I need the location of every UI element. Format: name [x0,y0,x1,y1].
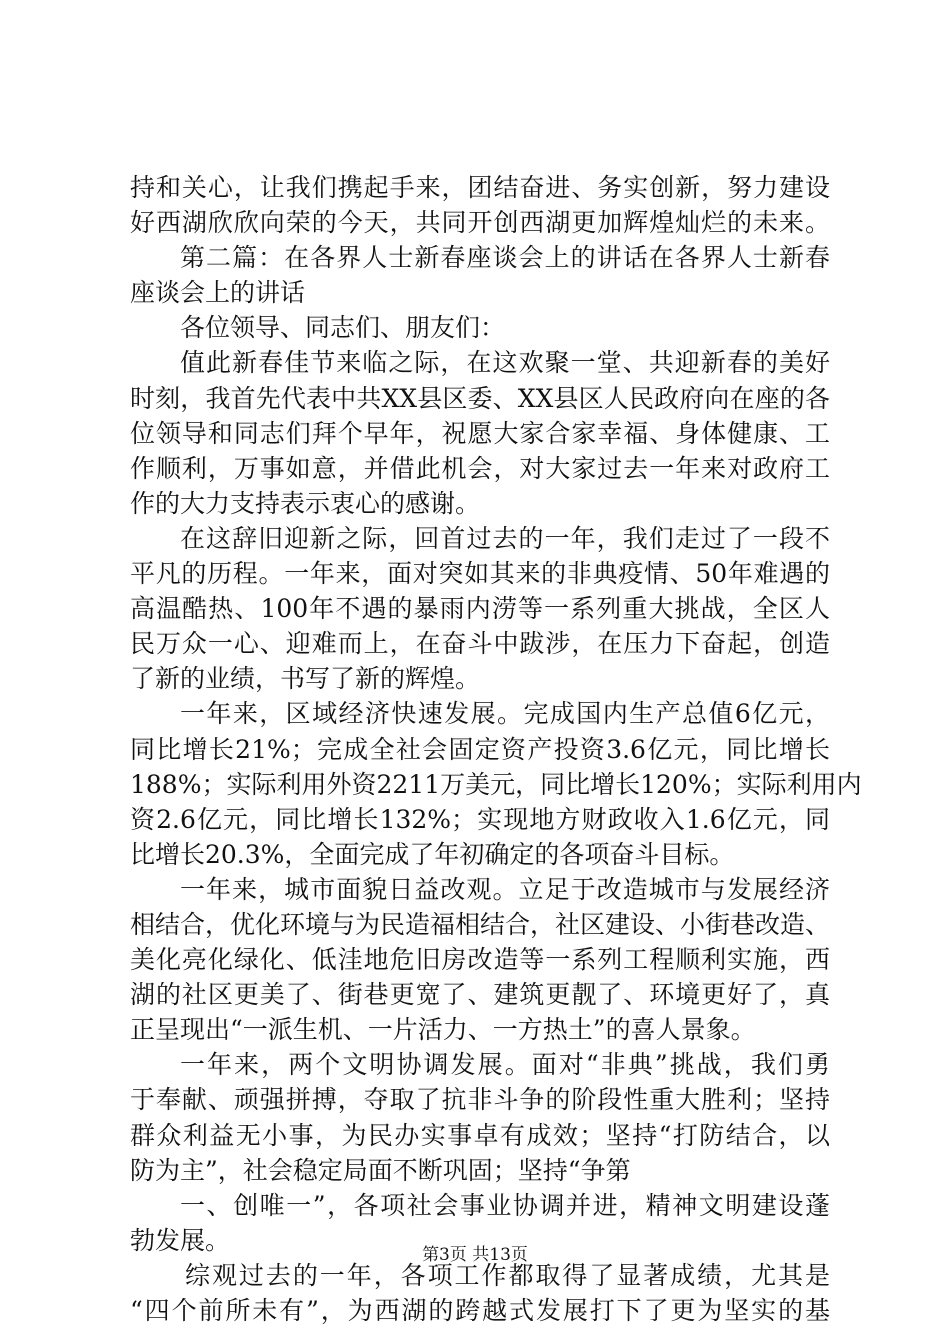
paragraph-line: 群众利益无小事，为民办实事卓有成效；坚持“打防结合，以 [130,1120,830,1150]
paragraph-line: 于奉献、顽强拼搏，夺取了抗非斗争的阶段性重大胜利；坚持 [130,1085,830,1115]
paragraph-line: 高温酷热、100年不遇的暴雨内涝等一系列重大挑战，全区人 [130,594,830,624]
paragraph-line: 一年来，两个文明协调发展。面对“非典”挑战，我们勇 [180,1050,830,1080]
paragraph-line: 位领导和同志们拜个早年，祝愿大家合家幸福、身体健康、工 [130,418,830,448]
paragraph-line: 正呈现出“一派生机、一片活力、一方热土”的喜人景象。 [130,1015,756,1045]
paragraph-line: 一年来，区域经济快速发展。完成国内生产总值6亿元， [180,699,830,729]
paragraph-line: 了新的业绩，书写了新的辉煌。 [130,664,481,694]
paragraph-line: 同比增长21%；完成全社会固定资产投资3.6亿元，同比增长 [130,734,830,764]
paragraph-line: 好西湖欣欣向荣的今天，共同开创西湖更加辉煌灿烂的未来。 [130,208,830,238]
paragraph-line: 综观过去的一年，各项工作都取得了显著成绩，尤其是 [185,1260,830,1290]
paragraph-line: 比增长20.3%，全面完成了年初确定的各项奋斗目标。 [130,839,735,869]
paragraph-line: 值此新春佳节来临之际，在这欢聚一堂、共迎新春的美好 [180,348,830,378]
paragraph-line: 作的大力支持表示衷心的感谢。 [130,488,481,518]
paragraph-line: 防为主”，社会稳定局面不断巩固；坚持“争第 [130,1155,631,1185]
paragraph-line: 平凡的历程。一年来，面对突如其来的非典疫情、50年难遇的 [130,559,830,589]
paragraph-line: 民万众一心、迎难而上，在奋斗中跋涉，在压力下奋起，创造 [130,629,830,659]
page-number: 第3页 [422,1245,467,1265]
paragraph-line: “四个前所未有”，为西湖的跨越式发展打下了更为坚实的基 [130,1296,830,1325]
paragraph-line: 一、创唯一”，各项社会事业协调并进，精神文明建设蓬 [180,1190,830,1220]
paragraph-line: 第二篇：在各界人士新春座谈会上的讲话在各界人士新春 [180,243,830,273]
paragraph-line: 勃发展。 [130,1225,231,1255]
paragraph-line: 资2.6亿元，同比增长132%；实现地方财政收入1.6亿元，同 [130,804,830,834]
paragraph-line: 湖的社区更美了、街巷更宽了、建筑更靓了、环境更好了，真 [130,980,830,1010]
page-total: 共13页 [472,1245,528,1265]
paragraph-line: 作顺利，万事如意，并借此机会，对大家过去一年来对政府工 [130,453,830,483]
paragraph-line: 一年来，城市面貌日益改观。立足于改造城市与发展经济 [180,874,830,904]
document-body [130,170,862,1328]
paragraph-line: 美化亮化绿化、低洼地危旧房改造等一系列工程顺利实施，西 [130,945,830,975]
paragraph-line: 持和关心，让我们携起手来，团结奋进、务实创新，努力建设 [130,173,830,202]
paragraph-line: 在这辞旧迎新之际，回首过去的一年，我们走过了一段不 [180,523,830,553]
paragraph-line: 相结合，优化环境与为民造福相结合，社区建设、小街巷改造、 [130,909,831,939]
page-footer [0,1245,950,1265]
paragraph-line: 各位领导、同志们、朋友们： [180,313,506,343]
paragraph-line: 188%；实际利用外资2211万美元，同比增长120%；实际利用内 [130,769,862,799]
paragraph-line: 座谈会上的讲话 [130,278,306,308]
paragraph-line: 时刻，我首先代表中共XX县区委、XX县区人民政府向在座的各 [130,383,830,413]
